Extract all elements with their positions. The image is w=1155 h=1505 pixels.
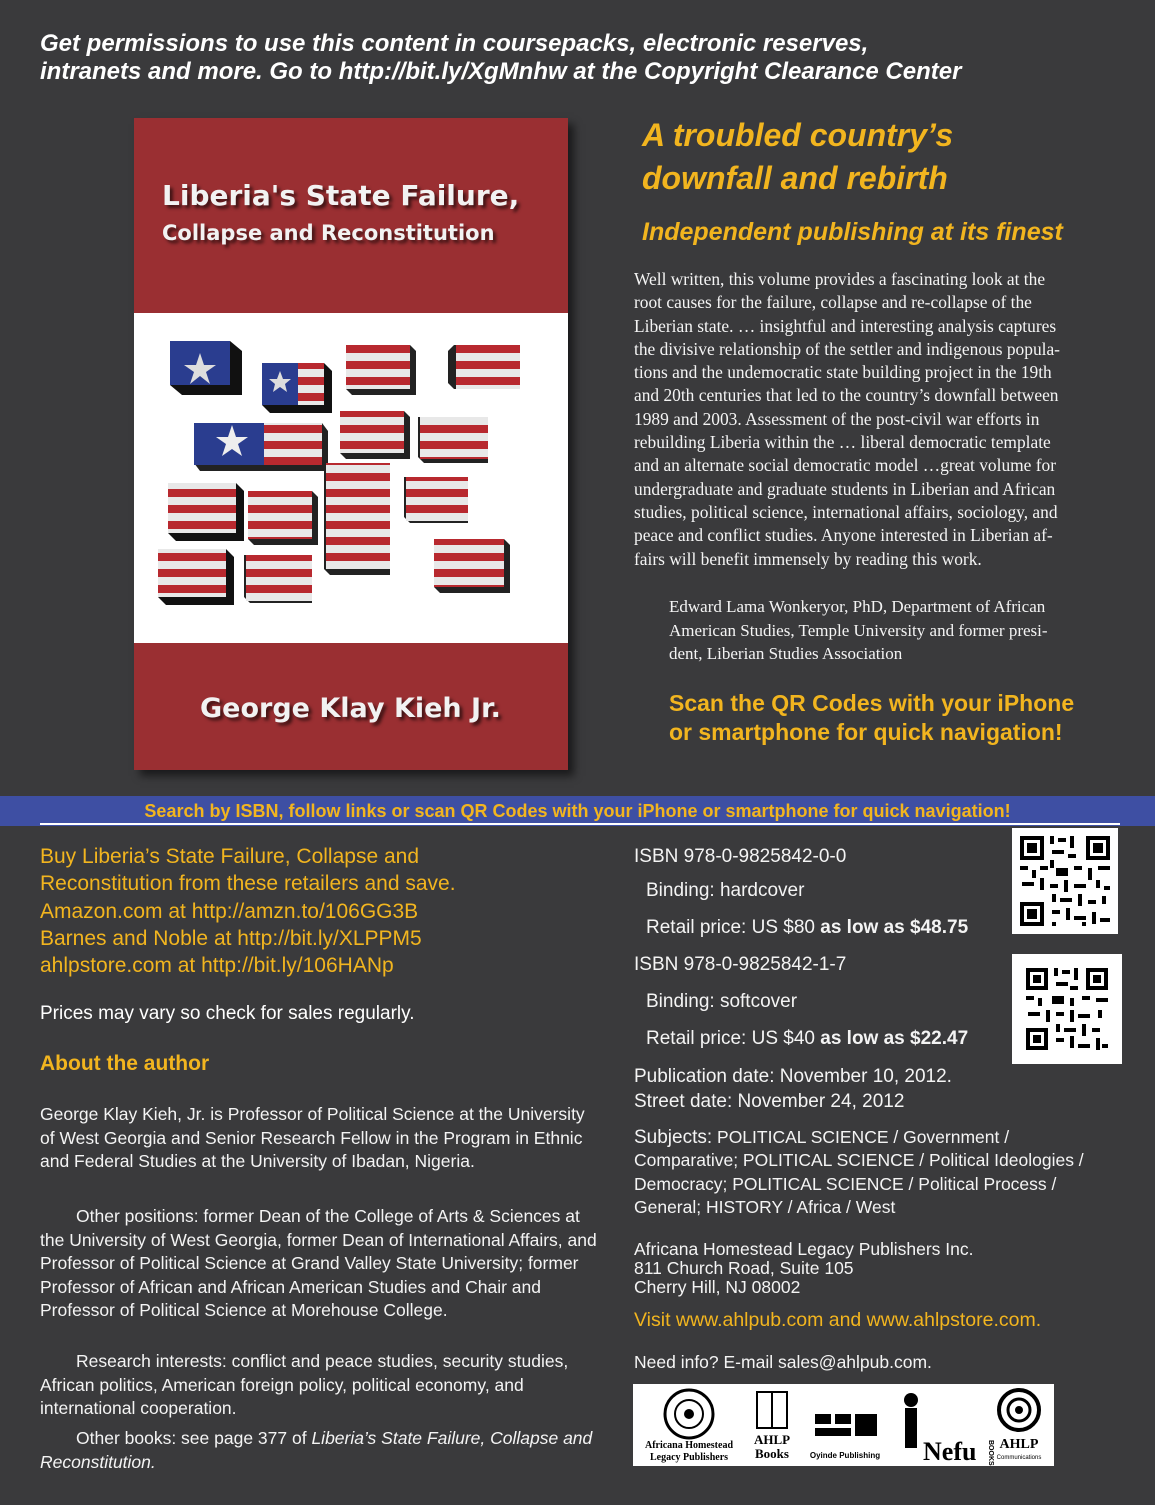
review-line: 1989 and 2003. Assessment of the post-civil war efforts in [634,408,1040,429]
barnes-noble-link[interactable]: Barnes and Noble at http://bit.ly/XLPPM5 [40,926,422,950]
review-line: rebuilding Liberia within the … liberal democratic template [634,432,1051,453]
review-line: Well written, this volume provides a fascinating look at the [634,269,1046,289]
reviewer-line: American Studies, Temple University and former presi- [669,620,1048,640]
review-line: undergraduate and graduate students in Liberian and African [634,478,1056,499]
softcover-sale-price: as low as $22.47 [820,1028,969,1049]
flag-block [404,477,468,523]
cover-subtitle: Collapse and Reconstitution [162,221,495,245]
permissions-banner [40,30,1120,86]
flag-block [324,463,390,575]
flag-block [244,555,312,603]
author-bio-paragraph: George Klay Kieh, Jr. is Professor of Political Science at the University of West Georgia and Senior Research Fellow in the Program in Ethnic and Federal Studies at the University of Ibadan, Nigeria. [40,1104,585,1171]
cover-author: George Klay Kieh Jr. [200,693,501,724]
flag-block [248,491,318,545]
cover-title: Liberia's State Failure, [162,179,520,212]
review-line: Liberian state. … insightful and interesting analysis captures [634,315,1057,336]
ahlpstore-link[interactable]: ahlpstore.com at http://bit.ly/106HANp [40,954,394,978]
softcover-retail-price: Retail price: US $40 [646,1028,821,1049]
review-line: root causes for the failure, collapse and re-collapse of the [634,292,1032,313]
publisher-city: Cherry Hill, NJ 08002 [634,1277,801,1297]
ahlp-communications-logo [999,1390,1039,1430]
about-author-heading: About the author [40,1052,210,1075]
softcover-binding: Binding: softcover [646,991,798,1012]
street-date: Street date: November 24, 2012 [634,1091,905,1112]
nefu-logo-text: Nefu [923,1437,977,1466]
review-line: fairs will benefit immensely by reading this work. [634,548,982,569]
reviewer-line: Edward Lama Wonkeryor, PhD, Department of African [669,597,1046,616]
review-line: the divisive relationship of the settler and indigenous popula- [634,338,1060,359]
nefu-books-text: BOOKS [987,1440,994,1466]
other-books-prefix: Other books: see page 377 of [76,1428,312,1448]
subjects-label: Subjects: [634,1127,713,1148]
headline-line-1: A troubled country’s [642,117,954,153]
review-line: tions and the undemocratic state building project in the 19th [634,362,1052,383]
publisher-address [634,1240,973,1297]
headline [642,114,1122,200]
hardcover-binding: Binding: hardcover [646,880,805,901]
band-divider [40,823,1120,825]
other-books-title: Liberia’s State Failure, Collapse and Reconstitution. [40,1428,593,1472]
flag-block [194,423,328,471]
ahlp-logo [665,1390,713,1438]
permissions-line-2[interactable]: intranets and more. Go to http://bit.ly/XgMnhw at the Copyright Clearance Center [40,58,962,85]
prices-note: Prices may vary so check for sales regularly. [40,1003,415,1024]
author-other-books-paragraph [40,1427,600,1474]
review-line: peace and conflict studies. Anyone interested in Liberian af- [634,525,1053,546]
permissions-line-1: Get permissions to use this content in coursepacks, electronic reserves, [40,30,869,57]
scan-line-1: Scan the QR Codes with your iPhone [669,690,1075,716]
hardcover-retail-price: Retail price: US $80 [646,917,821,938]
amazon-link[interactable]: Amazon.com at http://amzn.to/106GG3B [40,899,419,923]
oyinde-logo-text: Oyinde Publishing [809,1451,881,1460]
ahlp-logo-line-2: Legacy Publishers [649,1452,729,1463]
flag-block [168,483,244,541]
scan-line-2: or smartphone for quick navigation! [669,719,1063,745]
flag-block [262,363,332,413]
flag-blocks-illustration [134,313,568,643]
books-logo-line-1: AHLP [753,1432,791,1447]
flag-block [340,411,410,459]
review-quote [634,268,1114,571]
retailers-intro-line-1: Buy Liberia’s State Failure, Collapse and [40,845,419,868]
flag-block [434,539,510,593]
scan-qr-callout [669,689,1139,747]
flag-block [418,417,488,463]
publisher-name: Africana Homestead Legacy Publishers Inc. [634,1239,974,1259]
retailers-list [40,843,600,979]
retailers-intro-line-2: Reconstitution from these retailers and save. [40,872,456,896]
publisher-logos [633,1384,1054,1466]
flag-block [170,341,242,395]
ahlp-books-logo [757,1392,787,1428]
reviewer-line: dent, Liberian Studies Association [669,644,903,663]
review-line: studies, political science, international affairs, sociology, and [634,501,1058,522]
tagline: Independent publishing at its finest [642,218,1063,246]
oyinde-logo [815,1414,877,1436]
hardcover-isbn: ISBN 978-0-9825842-0-0 [634,846,847,867]
reviewer-attribution [669,595,1114,666]
nefu-logo [904,1393,918,1448]
softcover-isbn: ISBN 978-0-9825842-1-7 [634,954,847,975]
softcover-price [646,1027,968,1051]
search-instructions-band: Search by ISBN, follow links or scan QR Codes with your iPhone or smartphone for quick navigation! [0,796,1155,826]
contact-email[interactable]: Need info? E-mail sales@ahlpub.com. [634,1352,932,1372]
hardcover-qr-code[interactable] [1012,828,1118,934]
softcover-qr-code[interactable] [1012,954,1122,1064]
author-interests-paragraph: Research interests: conflict and peace studies, security studies, African politics, American foreign policy, political economy, and international cooperation. [40,1351,569,1418]
books-logo-line-2: Books [755,1446,789,1461]
ahlp-logo-line-1: Africana Homestead [644,1440,734,1451]
flag-block [448,345,520,389]
comm-logo-line-1: AHLP [999,1437,1039,1452]
publication-date: Publication date: November 10, 2012. [634,1066,952,1087]
visit-websites-link[interactable]: Visit www.ahlpub.com and www.ahlpstore.com. [634,1309,1042,1331]
flag-block [346,345,416,395]
flag-block [158,549,234,605]
hardcover-price [646,916,968,940]
headline-line-2: downfall and rebirth [642,160,948,196]
cover-top-panel [134,118,568,313]
review-line: and an alternate social democratic model …great volume for [634,455,1057,476]
book-cover [134,118,568,770]
subjects-list: POLITICAL SCIENCE / Government / Comparative; POLITICAL SCIENCE / Political Ideologies / Democracy; POLITICAL SCIENCE / Political Process / General; HISTORY / Africa / West [634,1127,1084,1217]
author-positions-paragraph: Other positions: former Dean of the College of Arts & Sciences at the University of West Georgia, former Dean of International Affairs, and Professor of Political Science at Grand Valley State University; former Professor of African and African American Studies and Chair and Professor of Political Science at Morehouse College. [40,1206,597,1320]
subjects [634,1126,1114,1219]
comm-logo-line-2: Communications [996,1455,1042,1461]
publisher-street: 811 Church Road, Suite 105 [634,1258,854,1278]
logos-strip [633,1384,1054,1466]
review-line: and 20th centuries that led to the country’s downfall between [634,385,1059,406]
hardcover-sale-price: as low as $48.75 [820,917,969,938]
